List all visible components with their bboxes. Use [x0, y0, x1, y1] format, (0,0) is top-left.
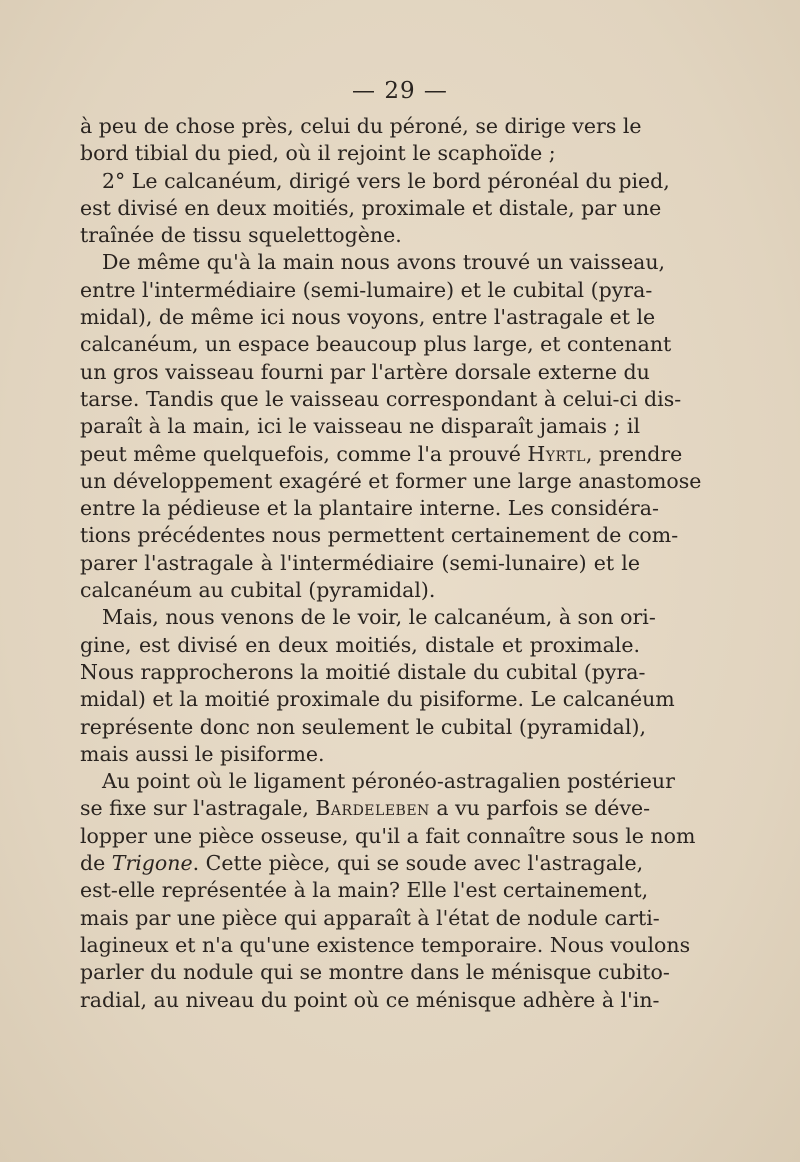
text-line: midal) et la moitié proximale du pisiforme. Le calcanéum — [80, 687, 675, 712]
text-line: lopper une pièce osseuse, qu'il a fait connaître sous le nom — [80, 823, 696, 848]
text-line: calcanéum, un espace beaucoup plus large, et contenant — [80, 332, 672, 357]
text-line: traînée de tissu squelettogène. — [80, 223, 402, 248]
text-line — [80, 441, 683, 468]
text-line: entre l'intermédiaire (semi-lumaire) et le cubital (pyra- — [80, 277, 653, 302]
text-segment: se fixe sur l'astragale, — [80, 796, 316, 821]
text-line: bord tibial du pied, où il rejoint le scaphoïde ; — [80, 141, 556, 166]
text-line: lagineux et n'a qu'une existence temporaire. Nous voulons — [80, 932, 691, 957]
text-segment: , prendre — [585, 441, 683, 466]
text-line: tarse. Tandis que le vaisseau correspondant à celui-ci dis- — [80, 386, 682, 411]
text-segment: . Cette pièce, qui se soude avec l'astragale, — [192, 851, 644, 876]
text-line: un gros vaisseau fourni par l'artère dorsale externe du — [80, 359, 650, 384]
text-line: Au point où le ligament péronéo-astragalien postérieur — [102, 769, 675, 794]
text-segment: de — [80, 851, 112, 876]
text-line: est-elle représentée à la main? Elle l'est certainement, — [80, 878, 649, 903]
text-line: midal), de même ici nous voyons, entre l'astragale et le — [80, 305, 656, 330]
text-line: parler du nodule qui se montre dans le ménisque cubito- — [80, 960, 670, 985]
text-segment: a vu parfois se déve- — [429, 796, 651, 821]
text-line: Mais, nous venons de le voir, le calcanéum, à son ori- — [102, 605, 656, 630]
text-line: radial, au niveau du point où ce ménisque adhère à l'in- — [80, 987, 660, 1012]
text-line: Nous rapprocherons la moitié distale du cubital (pyra- — [80, 659, 646, 684]
text-line: est divisé en deux moitiés, proximale et distale, par une — [80, 195, 662, 220]
text-line: gine, est divisé en deux moitiés, distale et proximale. — [80, 632, 640, 657]
text-line: mais par une pièce qui apparaît à l'état de nodule carti- — [80, 905, 660, 930]
text-line: à peu de chose près, celui du péroné, se dirige vers le — [80, 114, 642, 138]
author-name-hyrtl: Hyrtl — [527, 441, 586, 466]
text-segment: peut même quelquefois, comme l'a prouvé — [80, 441, 528, 466]
body-text — [80, 113, 702, 1014]
text-line: calcanéum au cubital (pyramidal). — [80, 578, 436, 603]
text-line: parer l'astragale à l'intermédiaire (semi-lunaire) et le — [80, 550, 640, 575]
term-trigone: Trigone — [111, 851, 193, 876]
author-name-bardeleben: Bardeleben — [315, 796, 430, 821]
text-line: tions précédentes nous permettent certainement de com- — [80, 523, 679, 548]
text-line: représente donc non seulement le cubital (pyramidal), — [80, 714, 646, 739]
text-line: mais aussi le pisiforme. — [80, 741, 325, 766]
text-line: 2° Le calcanéum, dirigé vers le bord péronéal du pied, — [102, 168, 670, 193]
text-line: De même qu'à la main nous avons trouvé un vaisseau, — [102, 250, 666, 275]
text-line: entre la pédieuse et la plantaire interne. Les considéra- — [80, 496, 659, 521]
text-line — [80, 795, 651, 822]
text-line: un développement exagéré et former une large anastomose — [80, 468, 702, 493]
text-line: paraît à la main, ici le vaisseau ne disparaît jamais ; il — [80, 414, 641, 439]
text-line — [80, 850, 644, 877]
page-number: — 29 — — [352, 78, 448, 104]
